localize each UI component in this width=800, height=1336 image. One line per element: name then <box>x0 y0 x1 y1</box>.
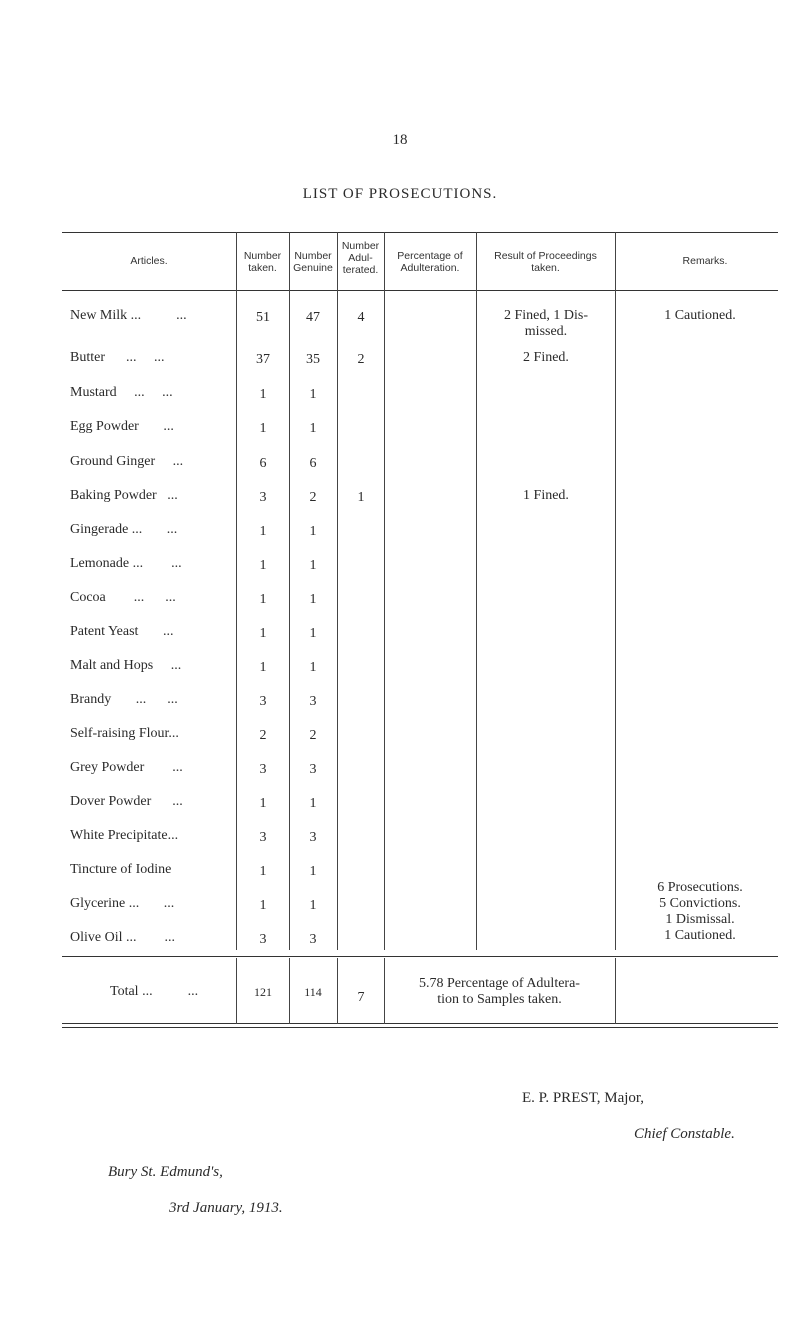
summary-remarks <box>620 880 780 944</box>
row-number-taken: 3 <box>259 932 267 947</box>
row-article: New Milk ... ... <box>70 308 187 323</box>
row-article: Brandy ... ... <box>70 692 178 707</box>
summary-line: 1 Cautioned. <box>664 928 736 943</box>
row-number-genuine: 2 <box>309 490 317 505</box>
row-number-taken: 1 <box>259 626 267 641</box>
header-line: Adul- <box>348 252 373 264</box>
col-divider <box>236 232 237 950</box>
row-article: Tincture of Iodine <box>70 862 172 877</box>
table-top-rule <box>62 232 778 233</box>
place: Bury St. Edmund's, <box>108 1164 223 1180</box>
row-number-taken: 3 <box>259 762 267 777</box>
row-number-genuine: 1 <box>309 421 317 436</box>
row-number-taken: 51 <box>256 310 270 325</box>
row-remarks: 1 Cautioned. <box>664 308 736 323</box>
note-line: 5.78 Percentage of Adultera- <box>419 976 580 991</box>
row-article: Butter ... ... <box>70 350 165 365</box>
row-article: Baking Powder ... <box>70 488 178 503</box>
header-number-genuine <box>289 250 337 274</box>
row-number-genuine: 3 <box>309 694 317 709</box>
header-line: Number <box>341 240 380 252</box>
header-line: terated. <box>342 264 379 276</box>
row-result: 2 Fined, 1 Dis- <box>504 308 588 323</box>
header-line: Genuine <box>293 262 333 274</box>
row-number-genuine: 35 <box>306 352 320 367</box>
row-number-taken: 3 <box>259 830 267 845</box>
row-number-taken: 1 <box>259 421 267 436</box>
row-number-genuine: 1 <box>309 592 317 607</box>
row-number-taken: 1 <box>259 864 267 879</box>
row-number-taken: 1 <box>259 387 267 402</box>
total-label: Total ... ... <box>110 984 199 999</box>
row-number-taken: 3 <box>259 490 267 505</box>
signature-title: Chief Constable. <box>634 1126 735 1142</box>
total-taken: 121 <box>254 985 272 999</box>
header-articles: Articles. <box>130 255 168 267</box>
header-remarks: Remarks. <box>682 255 728 267</box>
col-divider <box>384 232 385 950</box>
row-number-genuine: 47 <box>306 310 320 325</box>
row-number-taken: 1 <box>259 898 267 913</box>
row-article: Ground Ginger ... <box>70 454 184 469</box>
row-number-taken: 1 <box>259 592 267 607</box>
row-article: Grey Powder ... <box>70 760 183 775</box>
page-number: 18 <box>392 132 408 148</box>
header-line: taken. <box>531 262 560 274</box>
row-result: 2 Fined. <box>523 350 569 365</box>
summary-line: 5 Convictions. <box>659 896 741 911</box>
header-result <box>476 250 615 274</box>
row-article: Cocoa ... ... <box>70 590 176 605</box>
total-top-rule <box>62 956 778 957</box>
col-divider <box>236 958 237 1024</box>
row-number-adulterated: 4 <box>357 310 365 325</box>
row-number-taken: 6 <box>259 456 267 471</box>
col-divider <box>615 958 616 1024</box>
row-article: Mustard ... ... <box>70 385 173 400</box>
row-article: Patent Yeast ... <box>70 624 174 639</box>
row-article: Egg Powder ... <box>70 419 174 434</box>
row-article: Gingerade ... ... <box>70 522 178 537</box>
signature-name: E. P. PREST, Major, <box>522 1090 645 1106</box>
summary-line: 1 Dismissal. <box>665 912 735 927</box>
row-article: Lemonade ... ... <box>70 556 182 571</box>
row-article: Dover Powder ... <box>70 794 183 809</box>
row-number-genuine: 3 <box>309 762 317 777</box>
row-result: 1 Fined. <box>523 488 569 503</box>
header-line: Percentage of <box>397 250 463 262</box>
header-number-taken <box>236 250 289 274</box>
header-line: Number <box>243 250 282 262</box>
col-divider <box>337 232 338 950</box>
header-bottom-rule <box>62 290 778 291</box>
row-number-genuine: 1 <box>309 864 317 879</box>
row-article: Malt and Hops ... <box>70 658 182 673</box>
date: 3rd January, 1913. <box>169 1200 283 1216</box>
col-divider <box>337 958 338 1024</box>
summary-line: 6 Prosecutions. <box>657 880 743 895</box>
row-number-genuine: 1 <box>309 387 317 402</box>
row-number-genuine: 1 <box>309 796 317 811</box>
row-number-taken: 1 <box>259 524 267 539</box>
row-number-adulterated: 2 <box>357 352 365 367</box>
header-line: Number <box>294 250 332 262</box>
total-adulterated: 7 <box>357 990 365 1005</box>
note-line: tion to Samples taken. <box>437 992 562 1007</box>
col-divider <box>289 958 290 1024</box>
row-number-taken: 1 <box>259 796 267 811</box>
row-number-genuine: 1 <box>309 558 317 573</box>
row-number-genuine: 1 <box>309 524 317 539</box>
header-percentage <box>384 250 476 274</box>
row-result: missed. <box>524 324 568 339</box>
header-number-adulterated <box>337 240 384 276</box>
row-number-adulterated: 1 <box>357 490 365 505</box>
col-divider <box>289 232 290 950</box>
row-number-genuine: 3 <box>309 932 317 947</box>
row-article: White Precipitate... <box>70 828 179 843</box>
row-number-genuine: 1 <box>309 660 317 675</box>
row-number-taken: 2 <box>259 728 267 743</box>
header-line: Result of Proceedings <box>494 250 597 262</box>
header-line: Adulteration. <box>400 262 460 274</box>
row-number-genuine: 6 <box>309 456 317 471</box>
row-number-genuine: 1 <box>309 626 317 641</box>
total-percentage-note <box>384 976 615 1008</box>
row-article: Glycerine ... ... <box>70 896 175 911</box>
row-article: Olive Oil ... ... <box>70 930 175 945</box>
row-article: Self-raising Flour... <box>70 726 179 741</box>
row-number-taken: 1 <box>259 558 267 573</box>
row-number-genuine: 1 <box>309 898 317 913</box>
total-genuine: 114 <box>304 985 322 999</box>
total-bottom-rule-2 <box>62 1027 778 1028</box>
row-number-taken: 37 <box>256 352 270 367</box>
row-number-taken: 3 <box>259 694 267 709</box>
row-number-genuine: 3 <box>309 830 317 845</box>
page-title: LIST OF PROSECUTIONS. <box>302 186 498 202</box>
row-number-genuine: 2 <box>309 728 317 743</box>
header-line: taken. <box>248 262 277 274</box>
total-bottom-rule-1 <box>62 1023 778 1024</box>
row-number-taken: 1 <box>259 660 267 675</box>
